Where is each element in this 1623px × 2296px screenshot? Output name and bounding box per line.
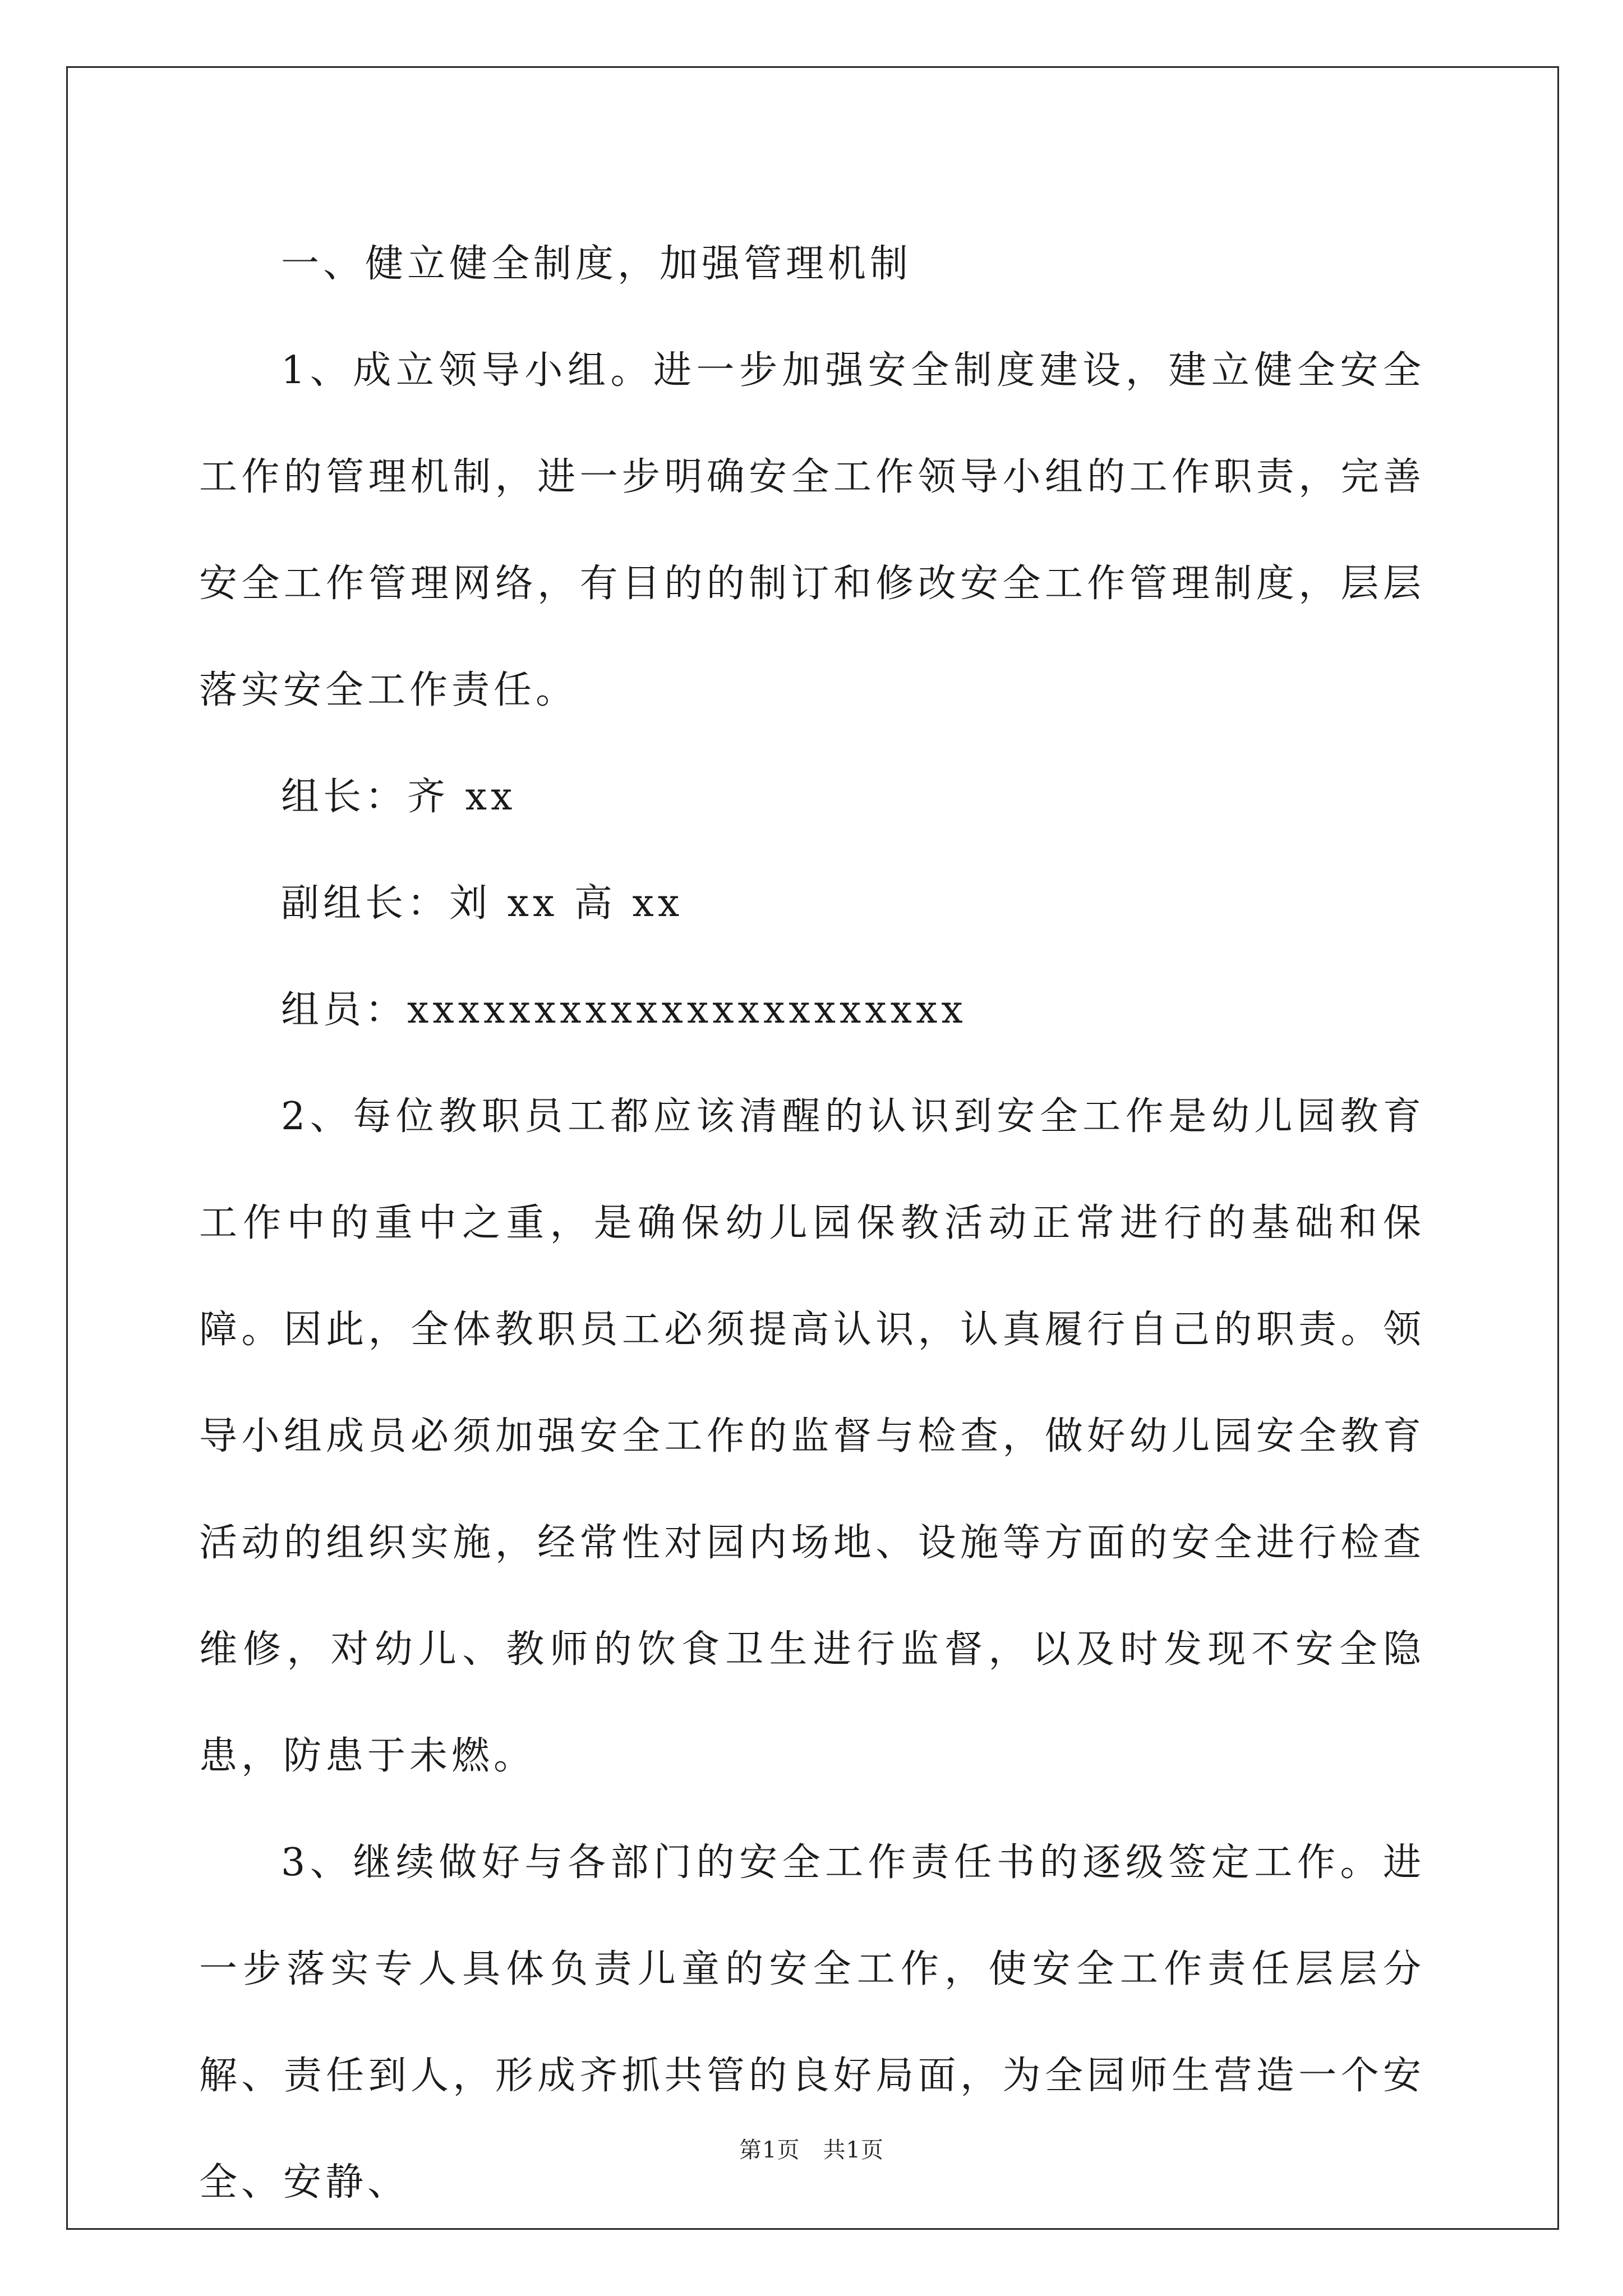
team-members-line: 组员：xxxxxxxxxxxxxxxxxxxxxx (281, 988, 967, 1032)
paragraph-item-1: 1、成立领导小组。进一步加强安全制度建设，建立健全安全工作的管理机制，进一步明确安全工作领导小组的工作职责，完善安全工作管理网络，有目的的制订和修改安全工作管理制度，层层落实安全工作责任。 (199, 348, 1425, 712)
paragraph-item-3: 3、继续做好与各部门的安全工作责任书的逐级签定工作。进一步落实专人具体负责儿童的安全工作，使安全工作责任层层分解、责任到人，形成齐抓共管的良好局面，为全园师生营造一个安全、安静、 (199, 1841, 1425, 2205)
section-heading: 一、健立健全制度，加强管理机制 (281, 242, 912, 286)
paragraph-item-2: 2、每位教职员工都应该清醒的认识到安全工作是幼儿园教育工作中的重中之重，是确保幼儿园保教活动正常进行的基础和保障。因此，全体教职员工必须提高认识，认真履行自己的职责。领导小组成员必须加强安全工作的监督与检查，做好幼儿园安全教育活动的组织实施，经常性对园内场地、设施等方面的安全进行检查维修，对幼儿、教师的饮食卫生进行监督，以及时发现不安全隐患，防患于未燃。 (199, 1094, 1425, 1778)
page-footer: 第1页 共1页 (739, 2137, 884, 2163)
team-leader-line: 组长：齐 xx (281, 775, 517, 819)
team-vice-leader-line: 副组长：刘 xx 高 xx (281, 881, 684, 926)
document-body (199, 211, 1425, 2236)
